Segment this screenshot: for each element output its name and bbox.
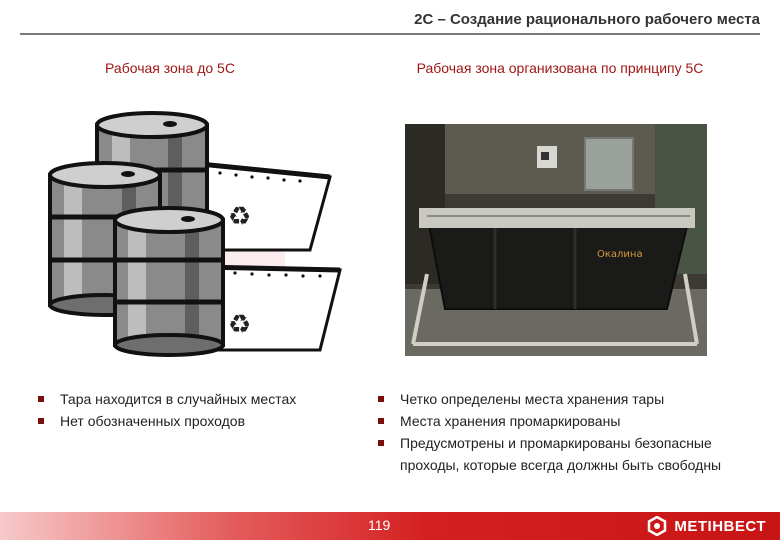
cluttered-workplace-illustration: [40, 105, 360, 360]
photo-label: Окалина: [597, 249, 643, 260]
list-item: Четко определены места хранения тары: [376, 388, 756, 410]
svg-text:♻: ♻: [228, 202, 252, 232]
slide-title: 2С – Создание рационального рабочего места: [414, 11, 760, 28]
left-bullet-list: [36, 388, 356, 432]
barrel-icon: [115, 208, 223, 355]
list-item: Тара находится в случайных местах: [36, 388, 356, 410]
title-divider: [20, 33, 760, 35]
left-heading: Рабочая зона до 5С: [105, 60, 235, 76]
organized-workplace-photo: [405, 124, 707, 356]
logo-text: МЕТІНВЕСТ: [674, 517, 766, 535]
metinvest-gear-icon: [646, 516, 668, 536]
page-number: 119: [368, 517, 391, 533]
right-heading: Рабочая зона организована по принципу 5С: [416, 60, 704, 76]
list-item: Нет обозначенных проходов: [36, 410, 356, 432]
list-item: Предусмотрены и промаркированы безопасные проходы, которые всегда должны быть свободны: [376, 432, 756, 476]
svg-text:♻: ♻: [228, 310, 252, 340]
company-logo: [646, 516, 766, 536]
footer-bar: [0, 512, 780, 540]
right-bullet-list: [376, 388, 756, 476]
list-item: Места хранения промаркированы: [376, 410, 756, 432]
